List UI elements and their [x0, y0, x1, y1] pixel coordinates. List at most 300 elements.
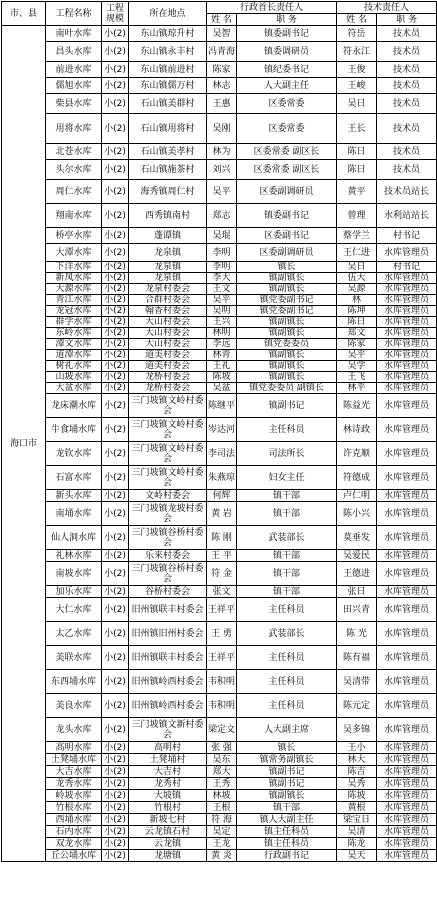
table-row: [2, 466, 437, 490]
project-scale-cell: 小(2): [102, 766, 129, 778]
admin-title-cell: 镇党委副书记: [237, 295, 337, 306]
tech-title-cell: 水库管理员: [377, 778, 437, 790]
project-scale-cell: 小(2): [102, 718, 129, 742]
tech-name-cell: 陈元定: [337, 694, 377, 718]
tech-name-cell: 林: [337, 295, 377, 306]
tech-title-cell: 水库管理员: [377, 273, 437, 284]
location-cell: 三门坡镇文岭村委会: [129, 466, 207, 490]
project-name-cell: 礼林水库: [46, 550, 102, 562]
admin-title-cell: 主任科员: [237, 598, 337, 622]
location-cell: 云龙镇: [129, 838, 207, 850]
table-row: [2, 339, 437, 350]
location-cell: 旧州镇岭西村委会: [129, 670, 207, 694]
table-row: [2, 850, 437, 862]
table-row: [2, 526, 437, 550]
admin-name-cell: 吴平: [207, 295, 237, 306]
tech-title-cell: 技术员: [377, 160, 437, 180]
location-cell: 龙泉村委会: [129, 284, 207, 295]
admin-title-cell: 镇副镇长: [237, 273, 337, 284]
location-cell: 文岭村委会: [129, 490, 207, 502]
header-project-scale: 工程规模: [102, 2, 129, 26]
project-name-cell: 新凤水库: [46, 273, 102, 284]
tech-name-cell: 王峻: [337, 78, 377, 94]
admin-title-cell: 区委常委: [237, 94, 337, 114]
admin-title-cell: 镇党委委员 副镇长: [237, 383, 337, 394]
admin-name-cell: 陈继平: [207, 394, 237, 418]
project-scale-cell: 小(2): [102, 418, 129, 442]
table-row: [2, 394, 437, 418]
tech-name-cell: 吴多锦: [337, 718, 377, 742]
tech-title-cell: 水库管理员: [377, 646, 437, 670]
project-name-cell: 桥亭水库: [46, 228, 102, 244]
admin-title-cell: 镇副镇长: [237, 790, 337, 802]
header-city-county: 市、县: [2, 2, 46, 26]
project-name-cell: 龙秀水库: [46, 778, 102, 790]
admin-name-cell: 林为: [207, 144, 237, 160]
admin-title-cell: 镇委副书记: [237, 26, 337, 42]
tech-title-cell: 技术员: [377, 114, 437, 144]
admin-name-cell: 岑达河: [207, 418, 237, 442]
tech-title-cell: 水库管理员: [377, 742, 437, 754]
tech-name-cell: 陈有福: [337, 646, 377, 670]
tech-name-cell: 吴日: [337, 94, 377, 114]
table-row: [2, 204, 437, 228]
location-cell: 旧州镇联丰村委会: [129, 646, 207, 670]
tech-title-cell: 水库管理员: [377, 550, 437, 562]
project-scale-cell: 小(2): [102, 670, 129, 694]
tech-title-cell: 水库管理员: [377, 526, 437, 550]
project-name-cell: 北苍水库: [46, 144, 102, 160]
table-row: [2, 94, 437, 114]
project-name-cell: 石富水库: [46, 466, 102, 490]
tech-name-cell: 陈吉: [337, 766, 377, 778]
admin-name-cell: 刘兴: [207, 160, 237, 180]
table-row: [2, 838, 437, 850]
project-scale-cell: 小(2): [102, 180, 129, 204]
admin-name-cell: 李大: [207, 273, 237, 284]
admin-name-cell: 林明: [207, 328, 237, 339]
location-cell: 旧州镇旧州村委会: [129, 622, 207, 646]
project-scale-cell: 小(2): [102, 273, 129, 284]
tech-name-cell: 吴清: [337, 826, 377, 838]
project-scale-cell: 小(2): [102, 228, 129, 244]
header-admin-responsible: 行政首长责任人: [207, 2, 337, 14]
header-tech-responsible: 技术责任人: [337, 2, 437, 14]
table-row: [2, 306, 437, 317]
project-scale-cell: 小(2): [102, 694, 129, 718]
project-scale-cell: 小(2): [102, 754, 129, 766]
tech-name-cell: 曾理: [337, 204, 377, 228]
admin-title-cell: 主任科员: [237, 418, 337, 442]
tech-title-cell: 水库管理员: [377, 295, 437, 306]
tech-title-cell: 水库管理员: [377, 838, 437, 850]
tech-title-cell: 水库管理员: [377, 694, 437, 718]
admin-name-cell: 梁定文: [207, 718, 237, 742]
project-name-cell: 龙钦水库: [46, 442, 102, 466]
tech-title-cell: 水库管理员: [377, 562, 437, 586]
admin-title-cell: 区委副调研员: [237, 180, 337, 204]
table-row: [2, 442, 437, 466]
tech-name-cell: 吴学: [337, 361, 377, 372]
project-name-cell: 加乐水库: [46, 586, 102, 598]
project-name-cell: 东岭水库: [46, 328, 102, 339]
project-name-cell: 儒旭水库: [46, 78, 102, 94]
tech-name-cell: 吴爱民: [337, 550, 377, 562]
admin-title-cell: 镇常务副镇长: [237, 754, 337, 766]
admin-title-cell: 区委常委 副区长: [237, 160, 337, 180]
table-row: [2, 778, 437, 790]
admin-name-cell: 陈家: [207, 62, 237, 78]
tech-name-cell: 陈坤: [337, 306, 377, 317]
tech-title-cell: 村书记: [377, 228, 437, 244]
project-name-cell: 潭文水库: [46, 339, 102, 350]
location-cell: 大山村委会: [129, 328, 207, 339]
city-cell: 海口市: [2, 26, 46, 862]
location-cell: 龙泉镇: [129, 273, 207, 284]
project-name-cell: 道潭水库: [46, 350, 102, 361]
admin-title-cell: 行政副书记: [237, 850, 337, 862]
tech-name-cell: 吴秀: [337, 778, 377, 790]
header-tech-title: 职 务: [377, 14, 437, 26]
tech-name-cell: 田兴青: [337, 598, 377, 622]
admin-name-cell: 李司法: [207, 442, 237, 466]
tech-name-cell: 张日: [337, 586, 377, 598]
project-scale-cell: 小(2): [102, 339, 129, 350]
admin-title-cell: 主任科员: [237, 694, 337, 718]
admin-name-cell: 朱燕琼: [207, 466, 237, 490]
location-cell: 海秀镇周仁村: [129, 180, 207, 204]
tech-name-cell: 陈坡: [337, 790, 377, 802]
header-admin-title: 职 务: [237, 14, 337, 26]
table-row: [2, 295, 437, 306]
project-scale-cell: 小(2): [102, 284, 129, 295]
project-name-cell: 青江水库: [46, 295, 102, 306]
admin-name-cell: 吴平: [207, 180, 237, 204]
project-scale-cell: 小(2): [102, 372, 129, 383]
table-row: [2, 490, 437, 502]
project-scale-cell: 小(2): [102, 598, 129, 622]
admin-title-cell: 镇长: [237, 262, 337, 273]
tech-title-cell: 水库管理员: [377, 394, 437, 418]
tech-title-cell: 技术员: [377, 78, 437, 94]
tech-title-cell: 水库管理员: [377, 372, 437, 383]
project-scale-cell: 小(2): [102, 62, 129, 78]
tech-title-cell: 水库管理员: [377, 490, 437, 502]
tech-name-cell: 吴日: [337, 262, 377, 273]
tech-name-cell: 陈日: [337, 144, 377, 160]
table-row: [2, 826, 437, 838]
tech-name-cell: 林平: [337, 383, 377, 394]
admin-name-cell: 王祥平: [207, 598, 237, 622]
location-cell: 石山镇美孝村: [129, 144, 207, 160]
admin-name-cell: 陈坡: [207, 372, 237, 383]
table-row: [2, 622, 437, 646]
project-name-cell: 用将水库: [46, 114, 102, 144]
admin-name-cell: 吴明: [207, 306, 237, 317]
admin-title-cell: 镇委副书记: [237, 204, 337, 228]
project-scale-cell: 小(2): [102, 826, 129, 838]
tech-name-cell: 陈家: [337, 339, 377, 350]
header-project-name: 工程名称: [46, 2, 102, 26]
tech-title-cell: 水库管理员: [377, 814, 437, 826]
project-scale-cell: 小(2): [102, 394, 129, 418]
admin-name-cell: 张 强: [207, 742, 237, 754]
tech-name-cell: 符德成: [337, 466, 377, 490]
header-admin-name: 姓 名: [207, 14, 237, 26]
admin-title-cell: 镇主任科员: [237, 826, 337, 838]
admin-title-cell: 镇干部: [237, 490, 337, 502]
admin-title-cell: 主任科员: [237, 646, 337, 670]
admin-name-cell: 王祥平: [207, 646, 237, 670]
admin-title-cell: 妇女主任: [237, 466, 337, 490]
table-row: [2, 180, 437, 204]
project-scale-cell: 小(2): [102, 550, 129, 562]
project-name-cell: 下洋水库: [46, 262, 102, 273]
admin-name-cell: 何辉: [207, 490, 237, 502]
table-row: [2, 317, 437, 328]
project-scale-cell: 小(2): [102, 383, 129, 394]
tech-title-cell: 水库管理员: [377, 754, 437, 766]
project-name-cell: 昌头水库: [46, 42, 102, 62]
admin-name-cell: 王礼: [207, 361, 237, 372]
tech-title-cell: 水库管理员: [377, 361, 437, 372]
admin-name-cell: 吴定: [207, 826, 237, 838]
project-name-cell: 美良水库: [46, 694, 102, 718]
project-name-cell: 前进水库: [46, 62, 102, 78]
tech-name-cell: 伍大: [337, 273, 377, 284]
tech-name-cell: 林诗政: [337, 418, 377, 442]
tech-title-cell: 水库管理员: [377, 598, 437, 622]
admin-name-cell: 吴琨: [207, 228, 237, 244]
admin-title-cell: 区委副调研员: [237, 244, 337, 262]
location-cell: 三门坡镇龙坡村委会: [129, 502, 207, 526]
project-name-cell: 新头水库: [46, 490, 102, 502]
project-scale-cell: 小(2): [102, 622, 129, 646]
project-name-cell: 太乙水库: [46, 622, 102, 646]
project-name-cell: 高明水库: [46, 742, 102, 754]
tech-title-cell: 技术员: [377, 144, 437, 160]
tech-name-cell: 吴清带: [337, 670, 377, 694]
table-row: [2, 550, 437, 562]
tech-title-cell: 水库管理员: [377, 306, 437, 317]
project-scale-cell: 小(2): [102, 814, 129, 826]
table-row: [2, 754, 437, 766]
admin-title-cell: 镇副书记: [237, 394, 337, 418]
tech-title-cell: 水库管理员: [377, 802, 437, 814]
location-cell: 东山镇永丰村: [129, 42, 207, 62]
table-row: [2, 742, 437, 754]
admin-title-cell: 镇干部: [237, 562, 337, 586]
admin-name-cell: 王根: [207, 802, 237, 814]
project-scale-cell: 小(2): [102, 204, 129, 228]
location-cell: 龙秀村: [129, 778, 207, 790]
project-name-cell: 周仁水库: [46, 180, 102, 204]
location-cell: 道美村委会: [129, 350, 207, 361]
project-name-cell: 土凳埇水库: [46, 754, 102, 766]
admin-name-cell: 吴盆: [207, 383, 237, 394]
tech-name-cell: 黄根: [337, 802, 377, 814]
tech-name-cell: 陈日: [337, 160, 377, 180]
admin-name-cell: 吴刚: [207, 114, 237, 144]
location-cell: 竹根村: [129, 802, 207, 814]
table-row: [2, 26, 437, 42]
tech-title-cell: 水库管理员: [377, 766, 437, 778]
table-row: [2, 328, 437, 339]
project-name-cell: 丘公埇水库: [46, 850, 102, 862]
project-scale-cell: 小(2): [102, 778, 129, 790]
tech-title-cell: 水库管理员: [377, 850, 437, 862]
project-scale-cell: 小(2): [102, 306, 129, 317]
location-cell: 土凳埇村: [129, 754, 207, 766]
location-cell: 龙桥村委会: [129, 383, 207, 394]
table-row: [2, 586, 437, 598]
header-location: 所在地点: [129, 2, 207, 26]
tech-name-cell: 吴平: [337, 350, 377, 361]
tech-name-cell: 陈益光: [337, 394, 377, 418]
tech-name-cell: 王俊: [337, 62, 377, 78]
location-cell: 合群村委会: [129, 295, 207, 306]
location-cell: 高明村: [129, 742, 207, 754]
location-cell: 旧州镇联丰村委会: [129, 598, 207, 622]
project-scale-cell: 小(2): [102, 350, 129, 361]
admin-title-cell: 镇干部: [237, 550, 337, 562]
tech-name-cell: 王长: [337, 114, 377, 144]
tech-name-cell: 王德进: [337, 562, 377, 586]
admin-title-cell: 镇副镇长: [237, 361, 337, 372]
project-scale-cell: 小(2): [102, 850, 129, 862]
tech-title-cell: 水库管理员: [377, 418, 437, 442]
admin-name-cell: 吴东: [207, 754, 237, 766]
admin-name-cell: 李远: [207, 339, 237, 350]
tech-title-cell: 水库管理员: [377, 502, 437, 526]
tech-title-cell: 水库管理员: [377, 350, 437, 361]
location-cell: 东山镇琼升村: [129, 26, 207, 42]
admin-title-cell: 镇人大副主任: [237, 814, 337, 826]
project-scale-cell: 小(2): [102, 802, 129, 814]
admin-name-cell: 王 平: [207, 550, 237, 562]
admin-title-cell: 主任科员: [237, 670, 337, 694]
tech-name-cell: 郑文: [337, 328, 377, 339]
admin-title-cell: 人大副主任: [237, 78, 337, 94]
tech-name-cell: 符岳: [337, 26, 377, 42]
location-cell: 乐来村委会: [129, 550, 207, 562]
tech-title-cell: 水库管理员: [377, 339, 437, 350]
admin-name-cell: 林青: [207, 350, 237, 361]
project-name-cell: 仙人洞水库: [46, 526, 102, 550]
admin-name-cell: 吴智: [207, 26, 237, 42]
tech-title-cell: 水库管理员: [377, 826, 437, 838]
project-scale-cell: 小(2): [102, 114, 129, 144]
tech-title-cell: 水库管理员: [377, 317, 437, 328]
table-row: [2, 598, 437, 622]
tech-title-cell: 技术员站长: [377, 180, 437, 204]
project-scale-cell: 小(2): [102, 26, 129, 42]
admin-name-cell: 符 海: [207, 814, 237, 826]
location-cell: 石山镇施茶村: [129, 160, 207, 180]
admin-name-cell: 郑志: [207, 204, 237, 228]
project-scale-cell: 小(2): [102, 790, 129, 802]
location-cell: 旧州镇岭西村委会: [129, 694, 207, 718]
admin-title-cell: 镇副镇长: [237, 350, 337, 361]
project-name-cell: 大源水库: [46, 284, 102, 295]
table-row: [2, 766, 437, 778]
tech-title-cell: 水库管理员: [377, 622, 437, 646]
table-row: [2, 284, 437, 295]
project-name-cell: 龙床潮水库: [46, 394, 102, 418]
project-scale-cell: 小(2): [102, 742, 129, 754]
table-row: [2, 372, 437, 383]
project-scale-cell: 小(2): [102, 78, 129, 94]
project-scale-cell: 小(2): [102, 442, 129, 466]
project-scale-cell: 小(2): [102, 317, 129, 328]
admin-name-cell: 冯青海: [207, 42, 237, 62]
admin-name-cell: 王龙: [207, 838, 237, 850]
tech-name-cell: 陈小兴: [337, 502, 377, 526]
tech-title-cell: 水库管理员: [377, 328, 437, 339]
admin-title-cell: 司法所长: [237, 442, 337, 466]
header-tech-name: 姓 名: [337, 14, 377, 26]
table-row: [2, 694, 437, 718]
admin-name-cell: 林坡: [207, 790, 237, 802]
admin-name-cell: 李明: [207, 244, 237, 262]
admin-title-cell: 镇委调研员: [237, 42, 337, 62]
admin-title-cell: 镇干部: [237, 502, 337, 526]
tech-name-cell: 陈龙: [337, 838, 377, 850]
location-cell: 西秀镇南村: [129, 204, 207, 228]
project-name-cell: 大潭水库: [46, 244, 102, 262]
admin-title-cell: 人大副主席: [237, 718, 337, 742]
table-row: [2, 78, 437, 94]
tech-title-cell: 技术员: [377, 42, 437, 62]
location-cell: 大山村委会: [129, 339, 207, 350]
tech-title-cell: 水利站站长: [377, 204, 437, 228]
location-cell: 三门坡镇文岭村委会: [129, 418, 207, 442]
table-row: [2, 418, 437, 442]
table-row: [2, 228, 437, 244]
tech-name-cell: 莫垂发: [337, 526, 377, 550]
admin-name-cell: 符 金: [207, 562, 237, 586]
table-row: [2, 790, 437, 802]
project-name-cell: 双龙水库: [46, 838, 102, 850]
admin-name-cell: 王兴: [207, 317, 237, 328]
admin-title-cell: 镇副书记: [237, 778, 337, 790]
project-name-cell: 翔南水库: [46, 204, 102, 228]
project-name-cell: 东西埇水库: [46, 670, 102, 694]
project-scale-cell: 小(2): [102, 144, 129, 160]
admin-title-cell: 镇副镇长: [237, 328, 337, 339]
admin-name-cell: 黄 炎: [207, 850, 237, 862]
project-name-cell: 南叶水库: [46, 26, 102, 42]
tech-name-cell: 黄平: [337, 180, 377, 204]
location-cell: 龙泉镇: [129, 244, 207, 262]
tech-name-cell: 林大: [337, 754, 377, 766]
tech-name-cell: 卢仁明: [337, 490, 377, 502]
location-cell: 三门坡镇文新村委会: [129, 718, 207, 742]
table-row: [2, 273, 437, 284]
location-cell: 三门坡镇文岭村委会: [129, 442, 207, 466]
location-cell: 东山镇儒万村: [129, 78, 207, 94]
admin-title-cell: 镇主任科员: [237, 838, 337, 850]
table-body: [2, 26, 437, 862]
tech-name-cell: 蔡学兰: [337, 228, 377, 244]
tech-title-cell: 水库管理员: [377, 383, 437, 394]
tech-name-cell: 陈 光: [337, 622, 377, 646]
project-name-cell: 美联水库: [46, 646, 102, 670]
project-scale-cell: 小(2): [102, 262, 129, 273]
tech-title-cell: 技术员: [377, 94, 437, 114]
admin-title-cell: 镇纪委书记: [237, 62, 337, 78]
admin-title-cell: 区委常委 副区长: [237, 144, 337, 160]
